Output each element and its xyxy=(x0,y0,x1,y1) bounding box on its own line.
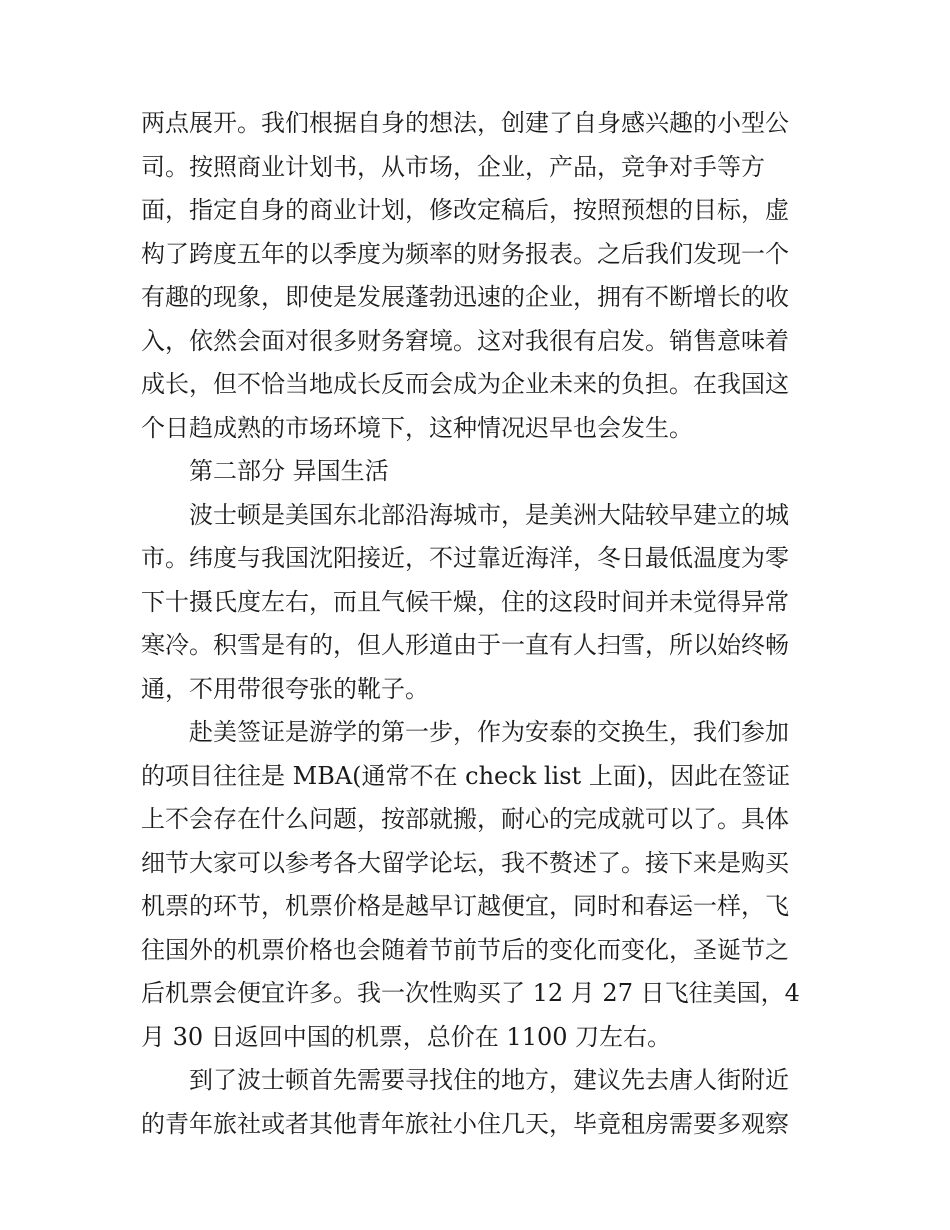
text-line: 构了跨度五年的以季度为频率的财务报表。之后我们发现一个 xyxy=(141,239,789,268)
text-line: 上不会存在什么问题，按部就搬，耐心的完成就可以了。具体 xyxy=(141,805,789,833)
text-line: 的项目往往是 MBA(通常不在 check list 上面)，因此在签证 xyxy=(141,761,791,790)
text-line: 司。按照商业计划书，从市场，企业，产品，竞争对手等方 xyxy=(141,152,765,181)
text-line: 的青年旅社或者其他青年旅社小住几天，毕竟租房需要多观察 xyxy=(141,1109,789,1138)
paragraph-first-line: 第二部分 异国生活 xyxy=(189,457,389,485)
text-line: 有趣的现象，即使是发展蓬勃迅速的企业，拥有不断增长的收 xyxy=(141,283,789,311)
text-line: 市。纬度与我国沈阳接近，不过靠近海洋，冬日最低温度为零 xyxy=(141,544,789,572)
text-line: 成长，但不恰当地成长反而会成为企业未来的负担。在我国这 xyxy=(141,370,789,398)
text-line: 下十摄氏度左右，而且气候干燥，住的这段时间并未觉得异常 xyxy=(141,587,789,616)
paragraph-first-line: 波士顿是美国东北部沿海城市，是美洲大陆较早建立的城 xyxy=(189,500,789,529)
text-line: 通，不用带很夸张的靴子。 xyxy=(141,674,429,703)
text-line: 细节大家可以参考各大留学论坛，我不赘述了。接下来是购买 xyxy=(141,848,789,877)
text-line: 寒冷。积雪是有的，但人形道由于一直有人扫雪，所以始终畅 xyxy=(141,631,789,659)
text-line: 后机票会便宜许多。我一次性购买了 12 月 27 日飞往美国，4 xyxy=(141,979,800,1007)
text-line: 月 30 日返回中国的机票，总价在 1100 刀左右。 xyxy=(141,1022,672,1051)
text-line: 机票的环节，机票价格是越早订越便宜，同时和春运一样，飞 xyxy=(141,892,789,920)
text-line: 个日趋成熟的市场环境下，这种情况迟早也会发生。 xyxy=(141,413,693,442)
text-line: 往国外的机票价格也会随着节前节后的变化而变化，圣诞节之 xyxy=(141,935,789,964)
paragraph-first-line: 到了波士顿首先需要寻找住的地方，建议先去唐人街附近 xyxy=(189,1066,789,1094)
text-line: 两点展开。我们根据自身的想法，创建了自身感兴趣的小型公 xyxy=(141,109,789,137)
body-text xyxy=(141,102,813,1146)
text-line: 面，指定自身的商业计划，修改定稿后，按照预想的目标，虚 xyxy=(141,196,789,224)
paragraph-first-line: 赴美签证是游学的第一步，作为安泰的交换生，我们参加 xyxy=(189,718,789,746)
text-line: 入，依然会面对很多财务窘境。这对我很有启发。销售意味着 xyxy=(141,326,789,355)
